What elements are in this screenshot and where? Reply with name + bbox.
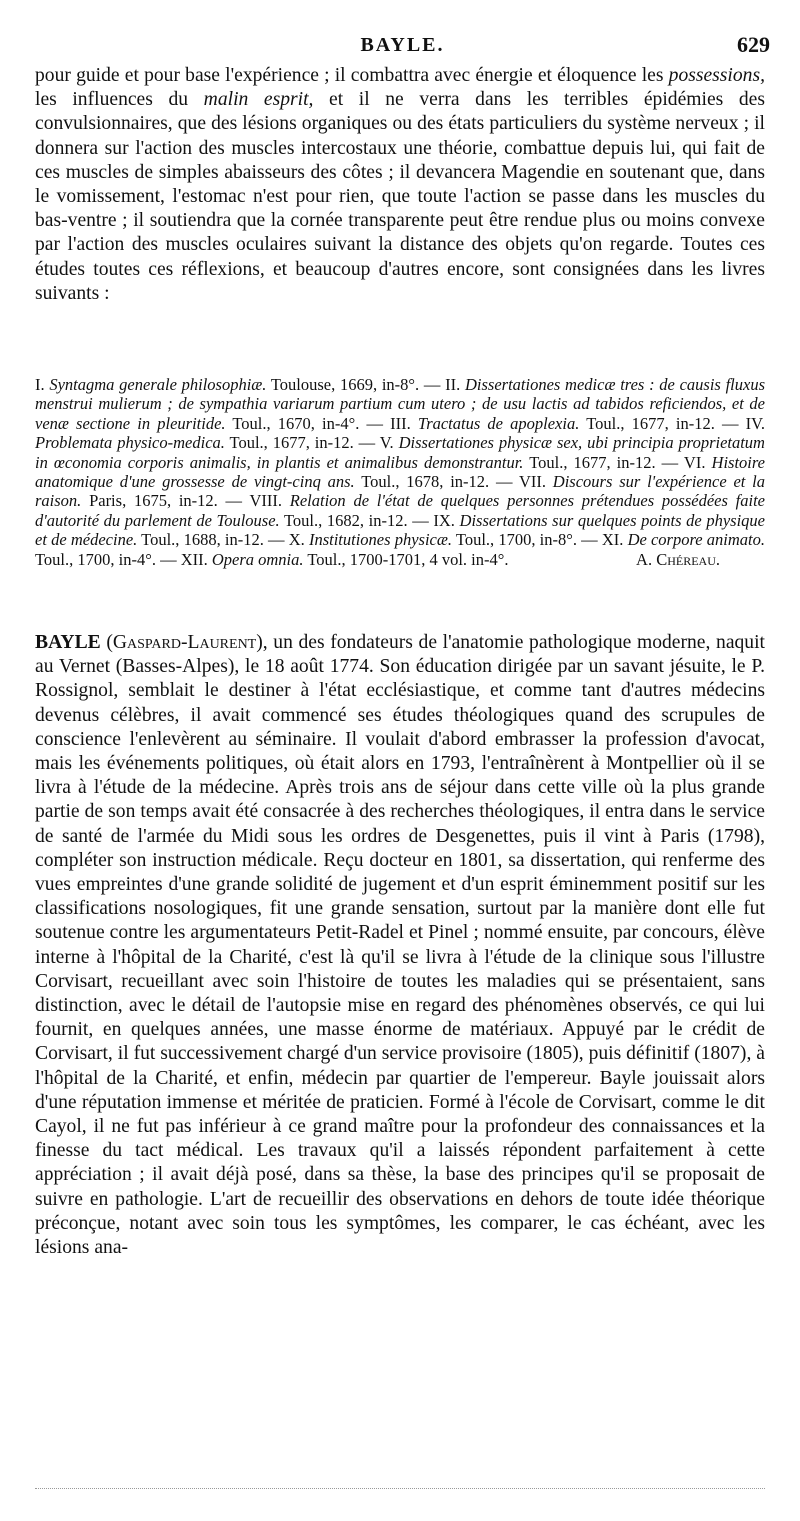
entry-given-names: (Gaspard-Laurent) xyxy=(100,632,263,653)
bibliography-detail: Toul., 1688, in-12. — X. xyxy=(137,530,309,550)
bibliography-detail: Toulouse, 1669, in-8°. — II. xyxy=(266,375,465,394)
bibliography-title: Syntagma generale philosophiæ. xyxy=(49,375,267,394)
bibliography-detail: I. xyxy=(35,375,50,394)
bibliography-title: Dissertationes physicæ sex, ubi principia proprietatum in œconomia corporis animalis, in plantis et animalibus demonstrantur. xyxy=(35,433,765,472)
paragraph-1-pre: pour guide et pour base l'expérience ; il combattra avec énergie et éloquence les xyxy=(35,65,669,86)
bibliography-author: A. Chéreau. xyxy=(636,550,720,570)
bibliography-detail: Toul., 1700, in-8°. — XI. xyxy=(452,530,628,550)
bibliography-detail: Toul., 1677, in-12. — IV. xyxy=(579,413,766,433)
entry-name: BAYLE xyxy=(35,632,101,653)
bibliography-detail: Toul., 1670, in-4°. — III. xyxy=(225,413,418,433)
bibliography-detail: Toul., 1677, in-12. — V. xyxy=(224,433,399,453)
footer-rule xyxy=(35,1488,765,1491)
bibliography-entries xyxy=(35,375,765,569)
bibliography-title: Relation de l'état de quelques personnes prétendues possédées faite d'autorité du parlement de Toulouse. xyxy=(35,491,765,530)
running-head: BAYLE. xyxy=(360,34,445,56)
paragraph-1 xyxy=(35,64,765,306)
paragraph-1-italic-malin-esprit: malin esprit, xyxy=(203,89,314,111)
page-header xyxy=(35,30,770,60)
bibliography-title: Tractatus de apoplexia. xyxy=(417,413,580,433)
bibliography-detail: Toul., 1700, in-4°. — XII. xyxy=(35,549,212,569)
bibliography-title: Discours sur l'expérience et la raison. xyxy=(35,472,765,511)
bibliography-title: Dissertationes medicæ tres : de causis fluxus menstrui mulierum ; de sympathia variarum partium cum utero ; de usu lactis ad tabidos reficiendos, et de venæ sectione in pleuritide. xyxy=(35,375,766,433)
bibliography-title: De corpore animato. xyxy=(627,530,766,550)
bibliography-detail: Toul., 1678, in-12. — VII. xyxy=(354,472,553,492)
bibliography-title: Problemata physico-medica. xyxy=(35,433,225,453)
paragraph-1-italic-possessions: possessions, xyxy=(668,65,765,86)
bibliography xyxy=(35,375,765,569)
bibliography-detail: Toul., 1677, in-12. — VI. xyxy=(523,452,712,472)
bibliography-title: Histoire anatomique d'une grossesse de vingt-cinq ans. xyxy=(35,452,766,492)
bibliography-detail: Paris, 1675, in-12. — VIII. xyxy=(81,491,290,511)
paragraph-1-mid: les influences du xyxy=(35,89,204,111)
bibliography-title: Dissertations sur quelques points de physique et de médecine. xyxy=(35,510,766,550)
paragraph-2-text: , un des fondateurs de l'anatomie pathologique moderne, naquit au Vernet (Basses-Alpes), le 18 août 1774. Son éducation dirigée par un savant jésuite, le P. Rossignol, semblait le destiner à l'état ecclésiastique, et comme tant d'autres médecins devenus célèbres, il avait commencé ses études théologiques quand des scrupules de conscience l'enlevèrent au séminaire. Il voulait d'abord embrasser la profession d'avocat, mais les événements politiques, où était alors en 1793, l'entraînèrent à Montpellier où il se livra à l'étude de la médecine. Après trois ans de séjour dans cette ville où la plus grande partie de son temps avait été consacrée à des recherches théologiques, il entra dans le service de santé de l'armée du Midi sous les ordres de Desgenettes, puis il vint à Paris (1798), compléter son instruction médicale. Reçu docteur en 1801, sa dissertation, qui renferme des vues empreintes d'une grande solidité de jugement et d'un esprit éminemment positif sur les classifications nosologiques, fit une grande sensation, surtout par la manière dont elle fut soutenue contre les argumentateurs Petit-Radel et Pinel ; nommé ensuite, par concours, élève interne à l'hôpital de la Charité, c'est là qu'il se livra à l'étude de la clinique sous l'illustre Corvisart, recueillant avec soin l'histoire de toutes les maladies qui se présentaient, sans distinction, avec le détail de l'autopsie mise en regard des phénomènes observés, ce qui lui fournit, en quelques années, une masse énorme de matériaux. Appuyé par le crédit de Corvisart, il fut successivement chargé d'un service provisoire (1805), puis définitif (1807), à l'hôpital de la Charité, et enfin, médecin par quartier de l'empereur. Bayle jouissait alors d'une réputation immense et méritée de praticien. Formé à l'école de Corvisart, comme le dit Cayol, il ne fut pas inférieur à ce grand maître pour la profondeur des connaissances et la finesse du tact médical. Les travaux qu'il a laissés répondent parfaitement à cette appréciation ; il avait déjà posé, dans sa thèse, la base des principes qu'il se proposait de suivre en pathologie. L'art de recueillir des observations en dehors de toute idée théorique préconçue, notant avec soin tous les symptômes, les comparer, le cas échéant, avec les lésions ana- xyxy=(35,632,765,1259)
bibliography-title: Opera omnia. xyxy=(211,549,304,569)
paragraph-2 xyxy=(35,631,765,1260)
bibliography-detail: Toul., 1700-1701, 4 vol. in-4°. xyxy=(303,549,509,569)
bibliography-title: Institutiones physicæ. xyxy=(308,530,453,550)
page-number: 629 xyxy=(737,32,770,57)
paragraph-1-rest: et il ne verra dans les terribles épidémies des convulsionnaires, que des lésions organiques ou des états particuliers du système nerveux ; il donnera sur l'action des muscles intercostaux une théorie, combattue depuis lui, qui fait de ces muscles de simples abaisseurs des côtes ; il devancera Magendie en soutenant que, dans le vomissement, l'estomac n'est pour rien, que toute l'action se passe dans les muscles du bas-ventre ; il soutiendra que la cornée transparente peut être rendue plus ou moins convexe par l'action des muscles oculaires suivant la distance des objets qu'on regarde. Toutes ces études toutes ces réflexions, et beaucoup d'autres encore, sont consignées dans les livres suivants : xyxy=(35,89,766,304)
bibliography-detail: Toul., 1682, in-12. — IX. xyxy=(279,510,460,530)
